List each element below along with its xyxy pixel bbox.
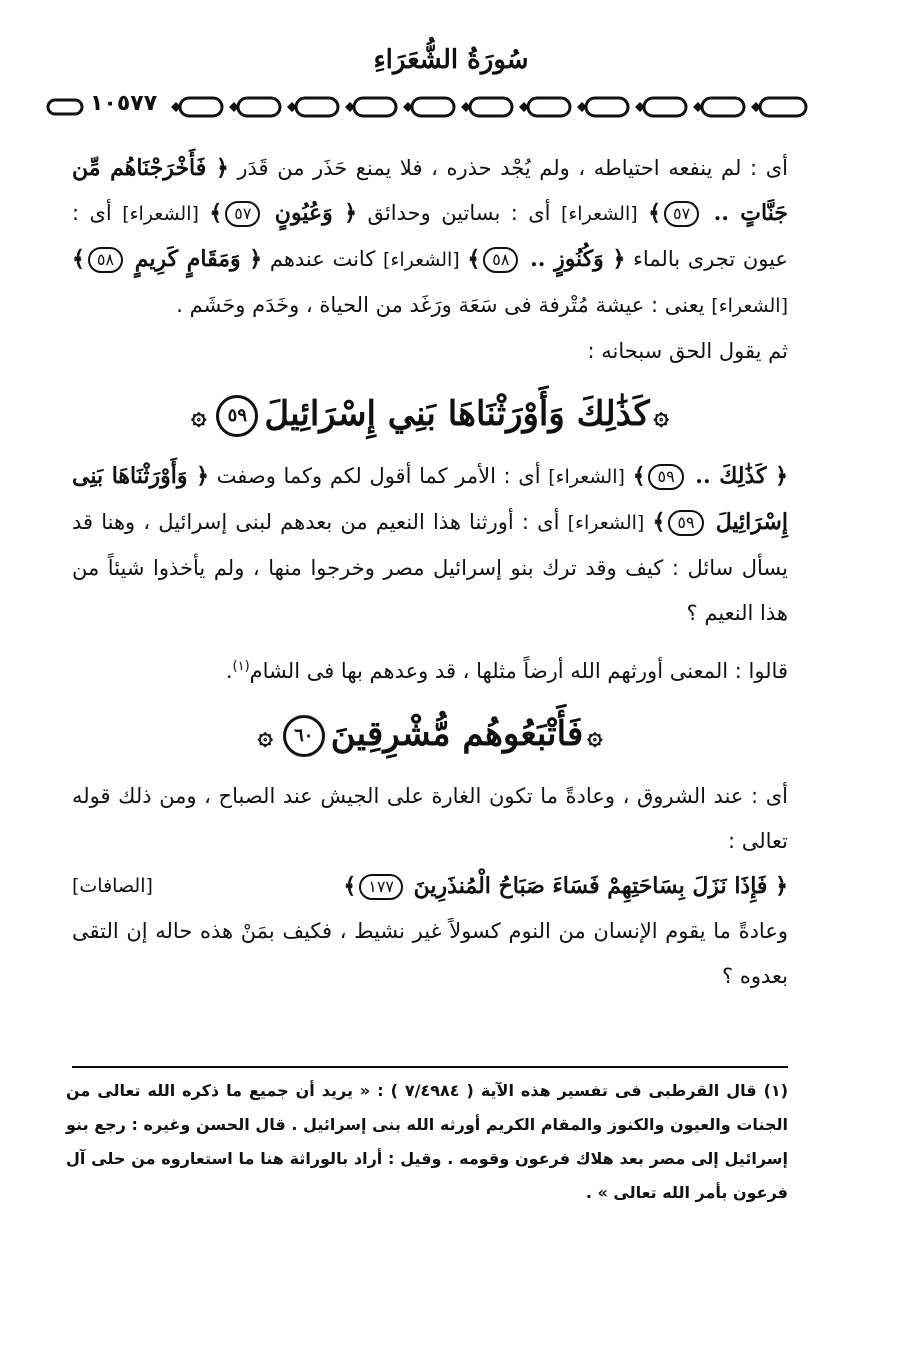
quran-quote-2: ﴿ وَعُيُونٍ bbox=[263, 200, 358, 226]
quran-quote-6: ﴿ وَأَوْرَثْنَاهَا بَنِى إِسْرَائِيلَ bbox=[72, 463, 788, 535]
bracket-close-1: ﴾ bbox=[648, 200, 661, 226]
paragraph-3 bbox=[72, 454, 788, 636]
flower-ornament-icon: ۞ bbox=[587, 721, 603, 751]
p4-end: . bbox=[225, 659, 233, 683]
bracket-close-2: ﴾ bbox=[209, 200, 223, 226]
ayah-number-57a: ٥٧ bbox=[664, 201, 699, 227]
source-ref-3: [الشعراء] bbox=[382, 249, 460, 271]
verse-60-text: فَأَتْبَعُوهُم مُّشْرِقِينَ bbox=[330, 714, 584, 754]
verse-59-number: ٥٩ bbox=[216, 395, 258, 437]
paragraph-4 bbox=[72, 644, 788, 694]
quran-quote-1: ﴿ فَأَخْرَجْنَاهُم مِّن جَنَّاتٍ .. bbox=[72, 155, 788, 226]
bracket-close-7: ﴾ bbox=[343, 873, 357, 899]
source-ref-1: [الشعراء] bbox=[560, 203, 638, 225]
surah-title: سُورَةُ الشُّعَرَاءِ bbox=[373, 45, 529, 75]
ayah-number-59b: ٥٩ bbox=[668, 510, 703, 536]
paragraph-2: ثم يقول الحق سبحانه : bbox=[587, 339, 788, 363]
source-ref-5: [الشعراء] bbox=[548, 466, 625, 488]
verse-60-display bbox=[72, 694, 788, 774]
paragraph-6: وعادةً ما يقوم الإنسان من النوم كسولاً غير نشيط ، فكيف بمَنْ هذه حاله إن التقى بعدوه ؟ bbox=[72, 919, 788, 988]
paragraph-5: أى : عند الشروق ، وعادةً ما تكون الغارة على الجيش عند الصباح ، ومن ذلك قوله تعالى : bbox=[72, 784, 788, 853]
bracket-close-5: ﴾ bbox=[632, 463, 646, 489]
paragraph-1 bbox=[72, 146, 788, 329]
flower-ornament-icon: ۞ bbox=[191, 401, 207, 431]
p1-text-5: يعنى : عيشة مُتْرفة فى سَعَة ورَغَد من الحياة ، وخَدَم وحَشَم . bbox=[176, 293, 705, 317]
flower-ornament-icon: ۞ bbox=[257, 721, 273, 751]
source-ref-4: [الشعراء] bbox=[711, 295, 788, 317]
p1-text-3: أى : عيون تجرى بالماء bbox=[72, 201, 788, 271]
source-ref-6: [الشعراء] bbox=[567, 512, 645, 534]
p3-text-1: أى : الأمر كما أقول لكم وكما وصفت bbox=[216, 464, 541, 488]
source-ref-saffat: [الصافات] bbox=[72, 875, 153, 897]
verse-60-number: ٦٠ bbox=[283, 715, 325, 757]
quran-quote-3: ﴿ وَكُنُوزٍ .. bbox=[521, 246, 626, 272]
quran-quote-4: ﴿ وَمَقَامٍ كَرِيمٍ bbox=[126, 246, 263, 272]
flower-ornament-icon: ۞ bbox=[653, 401, 669, 431]
footnote-separator bbox=[72, 1066, 788, 1068]
quran-quote-7: ﴿ فَإِذَا نَزَلَ بِسَاحَتِهِمْ فَسَاءَ صَبَاحُ الْمُنذَرِينَ bbox=[406, 873, 788, 899]
quote-line bbox=[72, 864, 788, 909]
page-number: ١٠٥٧٧ bbox=[86, 88, 161, 120]
ayah-number-177: ١٧٧ bbox=[359, 874, 403, 900]
quran-quote-5: ﴿ كَذَٰلِكَ .. bbox=[686, 463, 789, 489]
verse-59-text: كَذَٰلِكَ وَأَوْرَثْنَاهَا بَنِي إِسْرَائِيلَ bbox=[264, 394, 650, 434]
ayah-number-58a: ٥٨ bbox=[483, 247, 518, 273]
p3-text-2: أى : أورثنا هذا النعيم من بعدهم لبنى إسرائيل ، وهنا قد يسأل سائل : كيف وقد ترك بنو إسرائيل مصر وخرجوا منها ، ولم يأخذوا شيئاً من هذا النعيم ؟ bbox=[72, 510, 788, 625]
bracket-close-6: ﴾ bbox=[652, 509, 666, 535]
p1-text-1: أى : لم ينفعه احتياطه ، ولم يُجْد حذره ، فلا يمنع حَذَر من قَدَر bbox=[237, 156, 789, 180]
p1-text-2: أى : بساتين وحدائق bbox=[367, 201, 551, 225]
source-ref-2: [الشعراء] bbox=[122, 203, 199, 225]
ayah-number-57b: ٥٧ bbox=[225, 201, 260, 227]
bracket-close-3: ﴾ bbox=[467, 246, 481, 272]
p4-text: قالوا : المعنى أورثهم الله أرضاً مثلها ، قد وعدهم بها فى الشام bbox=[249, 659, 788, 683]
ayah-number-58b: ٥٨ bbox=[88, 247, 123, 273]
footnote-ref: (١) bbox=[232, 659, 250, 674]
ayah-number-59a: ٥٩ bbox=[648, 464, 683, 490]
verse-59-display bbox=[72, 374, 788, 454]
footnote: (١) قال القرطبى فى تفسير هذه الآية ( ٧/٤٩٨٤ ) : « يريد أن جميع ما ذكره الله تعالى من الجنات والعيون والكنوز والمقام الكريم أورثه الله بنى إسرائيل . قال الحسن وغيره : رجع بنو إسرائيل إلى مصر بعد هلاك فرعون وقومه . وقيل : أراد بالوراثة هنا ما استعاروه من حلى آل فرعون بأمر الله تعالى » . bbox=[66, 1081, 788, 1202]
page-body bbox=[72, 146, 788, 999]
bracket-close-4: ﴾ bbox=[72, 246, 85, 272]
p1-text-4: كانت عندهم bbox=[269, 247, 376, 271]
